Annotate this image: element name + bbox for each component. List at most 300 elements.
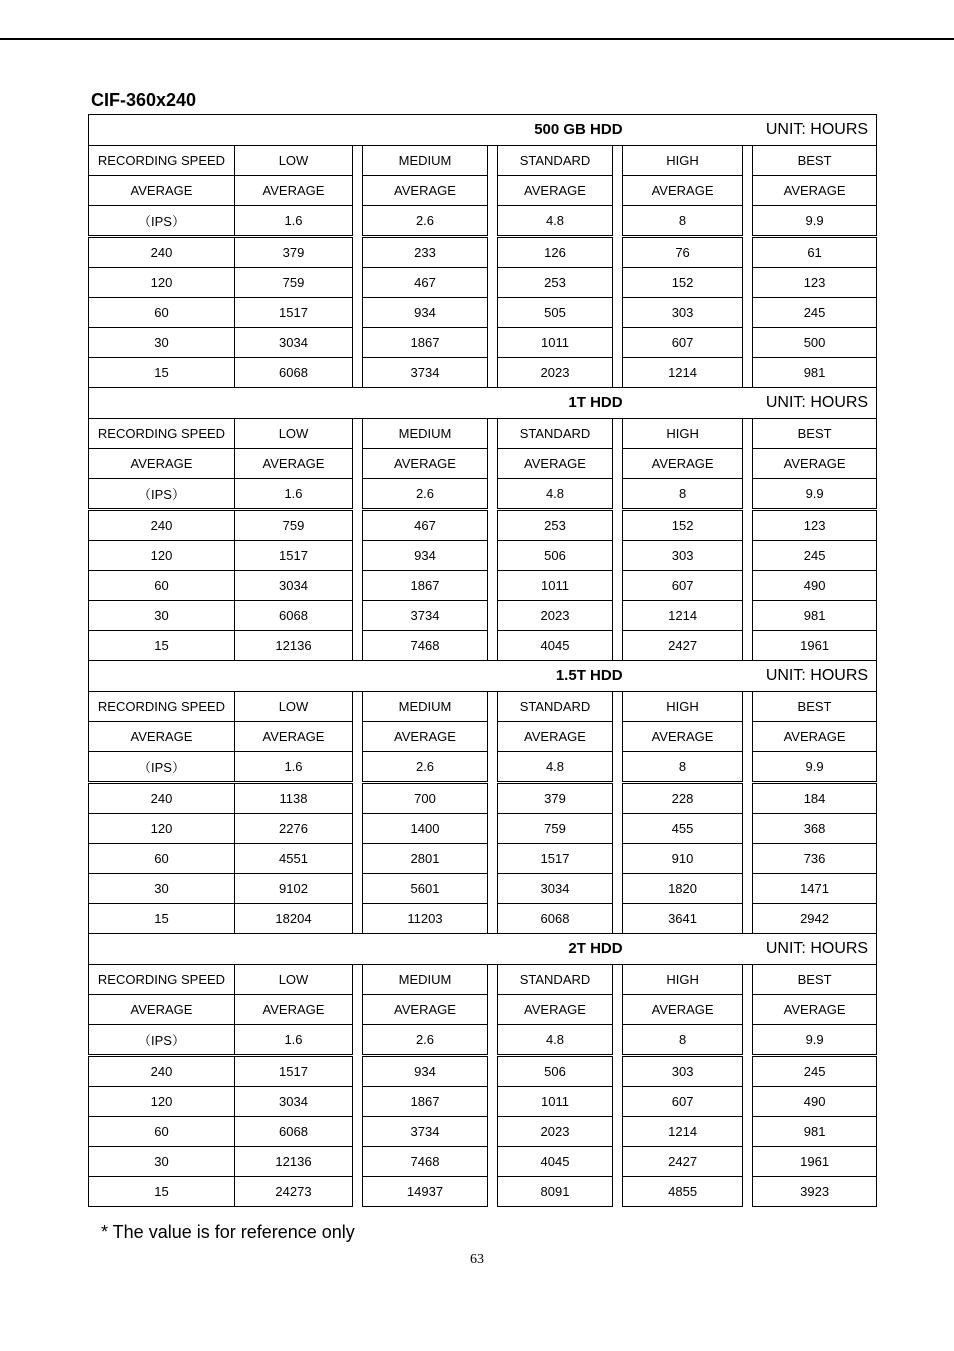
column-gap	[488, 601, 498, 631]
hours-cell: 7468	[363, 631, 488, 661]
column-gap	[353, 965, 363, 995]
column-gap	[743, 571, 753, 601]
quality-label: HIGH	[623, 146, 743, 176]
column-gap	[613, 844, 623, 874]
ips-row	[89, 752, 877, 783]
hours-cell: 3034	[235, 328, 353, 358]
hours-cell: 759	[498, 814, 613, 844]
hours-cell: 1011	[498, 328, 613, 358]
capacity-cell	[89, 661, 623, 692]
column-gap	[743, 783, 753, 814]
average-label: AVERAGE	[89, 722, 235, 752]
hours-cell: 1517	[498, 844, 613, 874]
column-gap	[488, 419, 498, 449]
column-gap	[613, 631, 623, 661]
table-section	[88, 933, 877, 1207]
column-gap	[488, 814, 498, 844]
hours-cell: 455	[623, 814, 743, 844]
ips-row	[89, 479, 877, 510]
frame-rate-cell: 30	[89, 328, 235, 358]
table-row	[89, 601, 877, 631]
column-gap	[613, 479, 623, 510]
column-gap	[488, 449, 498, 479]
quality-label: HIGH	[623, 692, 743, 722]
column-gap	[613, 237, 623, 268]
table-row	[89, 1056, 877, 1087]
section-header-row	[89, 115, 877, 146]
column-gap	[613, 995, 623, 1025]
column-gap	[353, 510, 363, 541]
column-gap	[613, 722, 623, 752]
hours-cell: 6068	[235, 601, 353, 631]
ips-value: 1.6	[235, 479, 353, 510]
average-label: AVERAGE	[623, 176, 743, 206]
hours-cell: 14937	[363, 1177, 488, 1207]
hours-cell: 1961	[753, 1147, 877, 1177]
page-number: 63	[470, 1252, 484, 1267]
column-gap	[488, 176, 498, 206]
hours-cell: 253	[498, 510, 613, 541]
frame-rate-cell: 15	[89, 1177, 235, 1207]
quality-label: LOW	[235, 146, 353, 176]
average-row	[89, 722, 877, 752]
ips-value: 1.6	[235, 1025, 353, 1056]
quality-label: MEDIUM	[363, 419, 488, 449]
column-gap	[353, 419, 363, 449]
frame-rate-cell: 240	[89, 237, 235, 268]
column-gap	[743, 479, 753, 510]
frame-rate-cell: 240	[89, 783, 235, 814]
column-gap	[613, 358, 623, 388]
frame-rate-cell: 30	[89, 874, 235, 904]
frame-rate-cell: 15	[89, 904, 235, 934]
average-label: AVERAGE	[498, 449, 613, 479]
quality-label: BEST	[753, 965, 877, 995]
frame-rate-cell: 120	[89, 1087, 235, 1117]
table-row	[89, 237, 877, 268]
column-gap	[613, 904, 623, 934]
column-gap	[743, 510, 753, 541]
column-gap	[613, 752, 623, 783]
column-gap	[488, 298, 498, 328]
hours-cell: 3734	[363, 1117, 488, 1147]
column-gap	[488, 1117, 498, 1147]
hours-cell: 228	[623, 783, 743, 814]
column-gap	[613, 206, 623, 237]
table-row	[89, 571, 877, 601]
hours-cell: 759	[235, 510, 353, 541]
table-row	[89, 904, 877, 934]
column-gap	[743, 752, 753, 783]
column-gap	[613, 571, 623, 601]
hours-cell: 1214	[623, 358, 743, 388]
hours-cell: 3641	[623, 904, 743, 934]
ips-label: （IPS）	[89, 206, 235, 237]
table-row	[89, 1087, 877, 1117]
quality-label: MEDIUM	[363, 146, 488, 176]
hours-cell: 1214	[623, 1117, 743, 1147]
hours-cell: 5601	[363, 874, 488, 904]
hours-cell: 607	[623, 571, 743, 601]
column-gap	[353, 449, 363, 479]
frame-rate-cell: 15	[89, 358, 235, 388]
hours-cell: 245	[753, 1056, 877, 1087]
column-gap	[743, 692, 753, 722]
hours-cell: 981	[753, 358, 877, 388]
ips-value: 2.6	[363, 479, 488, 510]
hours-cell: 1961	[753, 631, 877, 661]
hours-cell: 6068	[498, 904, 613, 934]
column-gap	[743, 328, 753, 358]
hours-cell: 2942	[753, 904, 877, 934]
hours-cell: 2276	[235, 814, 353, 844]
ips-value: 4.8	[498, 479, 613, 510]
quality-label: HIGH	[623, 965, 743, 995]
capacity-label: 2T HDD	[568, 940, 623, 957]
average-label: AVERAGE	[363, 722, 488, 752]
table-row	[89, 844, 877, 874]
column-gap	[488, 752, 498, 783]
frame-rate-cell: 120	[89, 814, 235, 844]
column-gap	[353, 571, 363, 601]
hours-cell: 24273	[235, 1177, 353, 1207]
column-gap	[353, 146, 363, 176]
average-label: AVERAGE	[498, 995, 613, 1025]
table-row	[89, 631, 877, 661]
hours-cell: 303	[623, 541, 743, 571]
column-gap	[613, 449, 623, 479]
column-gap	[353, 874, 363, 904]
column-gap	[613, 268, 623, 298]
quality-header-row	[89, 965, 877, 995]
hours-cell: 18204	[235, 904, 353, 934]
quality-label: MEDIUM	[363, 692, 488, 722]
hours-cell: 4045	[498, 1147, 613, 1177]
column-gap	[488, 1177, 498, 1207]
average-row	[89, 995, 877, 1025]
column-gap	[353, 298, 363, 328]
column-gap	[353, 237, 363, 268]
column-gap	[743, 844, 753, 874]
hours-cell: 3034	[235, 571, 353, 601]
column-gap	[743, 601, 753, 631]
column-gap	[353, 541, 363, 571]
hours-cell: 3034	[235, 1087, 353, 1117]
hours-cell: 490	[753, 571, 877, 601]
column-gap	[613, 176, 623, 206]
frame-rate-cell: 60	[89, 298, 235, 328]
hours-cell: 3034	[498, 874, 613, 904]
table-row	[89, 814, 877, 844]
table-row	[89, 783, 877, 814]
hours-cell: 1214	[623, 601, 743, 631]
column-gap	[353, 995, 363, 1025]
column-gap	[613, 1177, 623, 1207]
hours-cell: 368	[753, 814, 877, 844]
ips-row	[89, 1025, 877, 1056]
column-gap	[488, 844, 498, 874]
hours-cell: 2427	[623, 631, 743, 661]
quality-label: BEST	[753, 146, 877, 176]
recording-speed-label: RECORDING SPEED	[89, 692, 235, 722]
column-gap	[613, 1025, 623, 1056]
column-gap	[613, 965, 623, 995]
column-gap	[743, 1147, 753, 1177]
column-gap	[743, 419, 753, 449]
column-gap	[488, 571, 498, 601]
column-gap	[353, 1025, 363, 1056]
average-row	[89, 449, 877, 479]
hours-cell: 245	[753, 541, 877, 571]
frame-rate-cell: 60	[89, 844, 235, 874]
ips-value: 4.8	[498, 752, 613, 783]
table-row	[89, 541, 877, 571]
average-label: AVERAGE	[89, 449, 235, 479]
hours-cell: 736	[753, 844, 877, 874]
hours-cell: 12136	[235, 631, 353, 661]
ips-value: 8	[623, 206, 743, 237]
column-gap	[743, 1025, 753, 1056]
ips-label: （IPS）	[89, 1025, 235, 1056]
table-row	[89, 358, 877, 388]
column-gap	[488, 874, 498, 904]
reference-note: * The value is for reference only	[101, 1222, 355, 1242]
column-gap	[488, 358, 498, 388]
recording-speed-label: RECORDING SPEED	[89, 146, 235, 176]
hours-cell: 467	[363, 268, 488, 298]
quality-header-row	[89, 692, 877, 722]
hours-cell: 506	[498, 541, 613, 571]
average-label: AVERAGE	[235, 995, 353, 1025]
column-gap	[353, 358, 363, 388]
column-gap	[488, 268, 498, 298]
hours-cell: 233	[363, 237, 488, 268]
ips-value: 1.6	[235, 752, 353, 783]
hours-cell: 700	[363, 783, 488, 814]
hours-cell: 910	[623, 844, 743, 874]
column-gap	[613, 419, 623, 449]
hours-cell: 1867	[363, 1087, 488, 1117]
column-gap	[353, 1147, 363, 1177]
column-gap	[743, 1087, 753, 1117]
table-row	[89, 328, 877, 358]
column-gap	[353, 176, 363, 206]
table-row	[89, 1147, 877, 1177]
column-gap	[613, 692, 623, 722]
hours-cell: 152	[623, 268, 743, 298]
frame-rate-cell: 30	[89, 1147, 235, 1177]
hours-cell: 1011	[498, 1087, 613, 1117]
average-label: AVERAGE	[235, 176, 353, 206]
section-header-row	[89, 934, 877, 965]
average-label: AVERAGE	[363, 176, 488, 206]
column-gap	[613, 1056, 623, 1087]
hours-cell: 500	[753, 328, 877, 358]
column-gap	[743, 1177, 753, 1207]
column-gap	[488, 1056, 498, 1087]
average-label: AVERAGE	[89, 995, 235, 1025]
average-label: AVERAGE	[753, 722, 877, 752]
hours-cell: 2023	[498, 358, 613, 388]
column-gap	[488, 783, 498, 814]
column-gap	[613, 814, 623, 844]
frame-rate-cell: 30	[89, 601, 235, 631]
quality-label: LOW	[235, 692, 353, 722]
hours-cell: 759	[235, 268, 353, 298]
hours-cell: 1471	[753, 874, 877, 904]
quality-header-row	[89, 146, 877, 176]
column-gap	[743, 541, 753, 571]
column-gap	[613, 510, 623, 541]
column-gap	[743, 904, 753, 934]
ips-value: 8	[623, 479, 743, 510]
section-header-row	[89, 661, 877, 692]
hours-cell: 505	[498, 298, 613, 328]
column-gap	[353, 814, 363, 844]
hours-cell: 2427	[623, 1147, 743, 1177]
table-section	[88, 387, 877, 661]
average-label: AVERAGE	[89, 176, 235, 206]
quality-label: STANDARD	[498, 419, 613, 449]
average-row	[89, 176, 877, 206]
unit-label: UNIT: HOURS	[623, 934, 877, 965]
column-gap	[743, 237, 753, 268]
column-gap	[488, 965, 498, 995]
hours-cell: 1138	[235, 783, 353, 814]
hours-cell: 607	[623, 328, 743, 358]
hours-cell: 126	[498, 237, 613, 268]
ips-value: 2.6	[363, 752, 488, 783]
ips-value: 9.9	[753, 479, 877, 510]
column-gap	[743, 631, 753, 661]
hours-cell: 184	[753, 783, 877, 814]
capacity-label: 1T HDD	[568, 394, 623, 411]
average-label: AVERAGE	[235, 449, 353, 479]
table-row	[89, 298, 877, 328]
hours-cell: 934	[363, 1056, 488, 1087]
capacity-cell	[89, 388, 623, 419]
column-gap	[743, 298, 753, 328]
column-gap	[488, 722, 498, 752]
hours-cell: 4045	[498, 631, 613, 661]
column-gap	[488, 1147, 498, 1177]
column-gap	[353, 722, 363, 752]
page-title: CIF-360x240	[91, 90, 197, 110]
average-label: AVERAGE	[363, 449, 488, 479]
average-label: AVERAGE	[235, 722, 353, 752]
column-gap	[613, 874, 623, 904]
ips-value: 2.6	[363, 206, 488, 237]
column-gap	[353, 268, 363, 298]
column-gap	[488, 1025, 498, 1056]
average-label: AVERAGE	[363, 995, 488, 1025]
column-gap	[488, 995, 498, 1025]
column-gap	[743, 176, 753, 206]
column-gap	[613, 601, 623, 631]
column-gap	[488, 479, 498, 510]
quality-label: STANDARD	[498, 692, 613, 722]
hours-cell: 1517	[235, 1056, 353, 1087]
column-gap	[743, 449, 753, 479]
quality-label: STANDARD	[498, 146, 613, 176]
column-gap	[353, 1056, 363, 1087]
quality-label: LOW	[235, 419, 353, 449]
column-gap	[743, 146, 753, 176]
column-gap	[613, 1117, 623, 1147]
capacity-cell	[89, 934, 623, 965]
top-rule	[0, 38, 954, 40]
column-gap	[488, 328, 498, 358]
quality-label: MEDIUM	[363, 965, 488, 995]
hours-cell: 12136	[235, 1147, 353, 1177]
ips-label: （IPS）	[89, 752, 235, 783]
quality-label: BEST	[753, 419, 877, 449]
column-gap	[353, 1087, 363, 1117]
column-gap	[743, 995, 753, 1025]
hours-cell: 3734	[363, 601, 488, 631]
hours-cell: 3923	[753, 1177, 877, 1207]
column-gap	[613, 541, 623, 571]
ips-value: 9.9	[753, 752, 877, 783]
column-gap	[353, 479, 363, 510]
frame-rate-cell: 60	[89, 1117, 235, 1147]
table-row	[89, 874, 877, 904]
column-gap	[613, 328, 623, 358]
column-gap	[613, 783, 623, 814]
hours-cell: 2023	[498, 601, 613, 631]
hours-cell: 303	[623, 1056, 743, 1087]
capacity-label: 500 GB HDD	[534, 121, 623, 138]
hours-cell: 4855	[623, 1177, 743, 1207]
column-gap	[488, 631, 498, 661]
hours-cell: 303	[623, 298, 743, 328]
frame-rate-cell: 240	[89, 510, 235, 541]
column-gap	[353, 1177, 363, 1207]
average-label: AVERAGE	[498, 176, 613, 206]
ips-row	[89, 206, 877, 237]
hours-cell: 6068	[235, 1117, 353, 1147]
column-gap	[743, 874, 753, 904]
hours-cell: 123	[753, 510, 877, 541]
column-gap	[353, 206, 363, 237]
column-gap	[353, 844, 363, 874]
column-gap	[353, 783, 363, 814]
column-gap	[353, 328, 363, 358]
column-gap	[488, 692, 498, 722]
column-gap	[613, 1147, 623, 1177]
hours-cell: 2801	[363, 844, 488, 874]
capacity-label: 1.5T HDD	[555, 667, 623, 684]
column-gap	[353, 1117, 363, 1147]
ips-value: 9.9	[753, 1025, 877, 1056]
column-gap	[613, 146, 623, 176]
hours-cell: 1820	[623, 874, 743, 904]
column-gap	[488, 146, 498, 176]
hours-cell: 1011	[498, 571, 613, 601]
capacity-cell	[89, 115, 623, 146]
column-gap	[743, 268, 753, 298]
ips-value: 2.6	[363, 1025, 488, 1056]
frame-rate-cell: 15	[89, 631, 235, 661]
hours-cell: 607	[623, 1087, 743, 1117]
hours-cell: 981	[753, 1117, 877, 1147]
hours-cell: 76	[623, 237, 743, 268]
frame-rate-cell: 240	[89, 1056, 235, 1087]
hours-cell: 490	[753, 1087, 877, 1117]
quality-label: HIGH	[623, 419, 743, 449]
hours-cell: 123	[753, 268, 877, 298]
unit-label: UNIT: HOURS	[623, 115, 877, 146]
